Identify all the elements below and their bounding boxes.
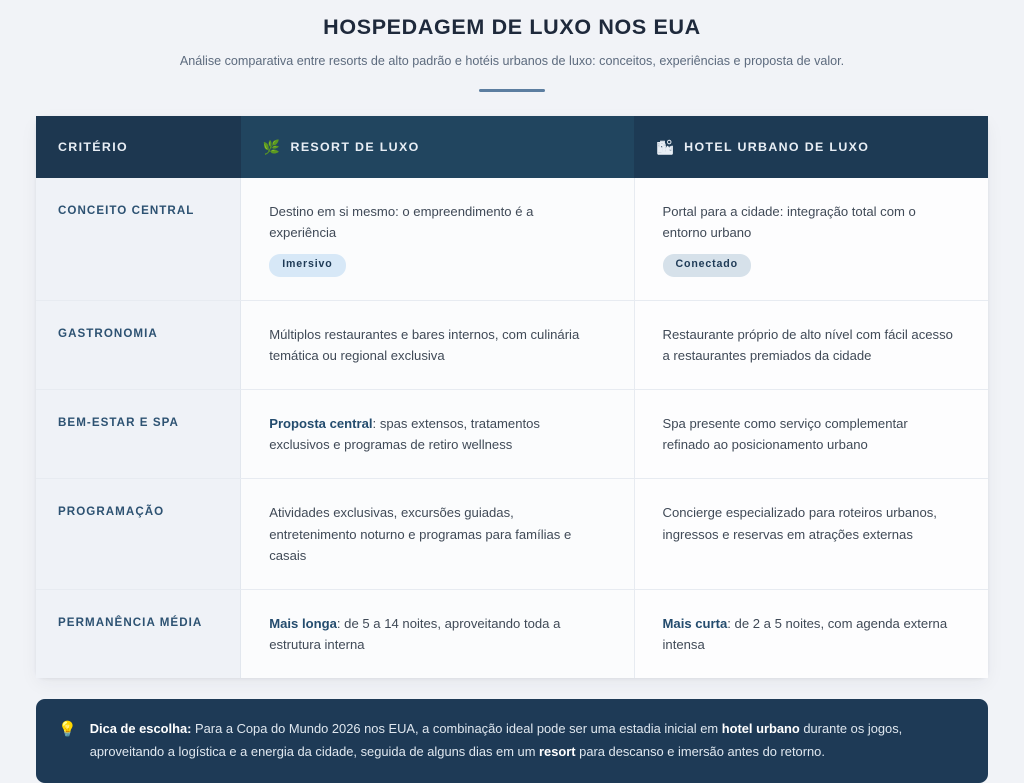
cell-hotel-body: Portal para a cidade: integração total com o entorno urbano bbox=[662, 203, 916, 240]
column-header-criterio bbox=[36, 116, 241, 178]
cell-hotel-body: Concierge especializado para roteiros urbanos, ingressos e reservas em atrações externas bbox=[662, 505, 937, 542]
cell-hotel-text bbox=[663, 201, 958, 243]
cell-resort-body: Múltiplos restaurantes e bares internos, com culinária temática ou regional exclusiva bbox=[269, 326, 580, 363]
cell-hotel-text bbox=[663, 613, 958, 655]
column-header-criterio-label: CRITÉRIO bbox=[58, 139, 129, 154]
column-header-hotel-label: HOTEL URBANO DE LUXO bbox=[684, 139, 870, 154]
tip-bold-resort: resort bbox=[539, 743, 576, 759]
cell-hotel-emphasis: Mais curta bbox=[662, 616, 728, 632]
cell-resort-text bbox=[269, 201, 603, 243]
table-body bbox=[36, 178, 988, 679]
column-header-resort-label: RESORT DE LUXO bbox=[290, 139, 420, 154]
badge-resort: Imersivo bbox=[269, 254, 345, 277]
cell-hotel-body: Spa presente como serviço complementar refinado ao posicionamento urbano bbox=[662, 416, 908, 453]
row-criterion-label: CONCEITO CENTRAL bbox=[36, 178, 241, 301]
cell-resort-emphasis: Proposta central bbox=[269, 416, 373, 432]
cell-resort bbox=[241, 390, 634, 479]
page-header bbox=[0, 0, 1024, 92]
cell-hotel-body: : de 2 a 5 noites, com agenda externa intensa bbox=[662, 616, 948, 653]
cell-hotel bbox=[634, 479, 988, 590]
cell-resort bbox=[241, 300, 634, 389]
table-row bbox=[36, 390, 988, 479]
comparison-table bbox=[36, 116, 988, 679]
column-header-resort bbox=[241, 116, 634, 178]
tip-part3: para descanso e imersão antes do retorno. bbox=[575, 743, 825, 759]
cell-resort-text bbox=[269, 324, 603, 366]
cell-resort-text bbox=[269, 413, 603, 455]
cell-resort-emphasis: Mais longa bbox=[269, 616, 337, 632]
cell-hotel-text bbox=[663, 324, 958, 366]
cell-hotel bbox=[634, 390, 988, 479]
cell-hotel bbox=[634, 590, 988, 679]
table-row bbox=[36, 300, 988, 389]
cell-resort-body: : de 5 a 14 noites, aproveitando toda a estrutura interna bbox=[269, 616, 561, 653]
tip-part2: durante os jogos, aproveitando a logística e a energia da cidade, seguida de alguns dias em um bbox=[89, 721, 903, 759]
table-row bbox=[36, 590, 988, 679]
cell-resort bbox=[241, 590, 634, 679]
cell-resort-body: : spas extensos, tratamentos exclusivos e programas de retiro wellness bbox=[269, 416, 540, 453]
page-subtitle: Análise comparativa entre resorts de alto padrão e hotéis urbanos de luxo: conceitos, experiências e proposta de valor. bbox=[179, 53, 845, 68]
page-title: HOSPEDAGEM DE LUXO NOS EUA bbox=[323, 15, 701, 39]
cell-hotel-body: Restaurante próprio de alto nível com fácil acesso a restaurantes premiados da cidade bbox=[662, 326, 953, 363]
cell-hotel bbox=[634, 300, 988, 389]
cityscape-icon: 🏙 bbox=[656, 138, 676, 155]
cell-resort-body: Atividades exclusivas, excursões guiadas, entretenimento noturno e programas para famílias e casais bbox=[269, 505, 572, 563]
cell-resort-text bbox=[269, 502, 603, 566]
palm-tree-icon: 🌿 bbox=[262, 138, 282, 155]
tip-bold-hotel: hotel urbano bbox=[721, 721, 800, 737]
badge-hotel: Conectado bbox=[663, 254, 751, 277]
cell-hotel-text bbox=[663, 502, 958, 544]
table-header-row bbox=[36, 116, 988, 178]
tip-banner bbox=[36, 699, 988, 782]
cell-resort-body: Destino em si mesmo: o empreendimento é a experiência bbox=[269, 203, 534, 240]
cell-hotel-text bbox=[663, 413, 958, 455]
cell-resort bbox=[241, 178, 634, 301]
column-header-hotel bbox=[634, 116, 988, 178]
tip-text bbox=[90, 718, 962, 762]
table-row bbox=[36, 178, 988, 301]
row-criterion-label: BEM-ESTAR E SPA bbox=[36, 390, 241, 479]
tip-part1: Para a Copa do Mundo 2026 nos EUA, a combinação ideal pode ser uma estadia inicial em bbox=[191, 721, 722, 737]
cell-resort-text bbox=[269, 613, 603, 655]
row-criterion-label: PROGRAMAÇÃO bbox=[36, 479, 241, 590]
cell-resort bbox=[241, 479, 634, 590]
tip-label: Dica de escolha: bbox=[89, 721, 192, 737]
title-divider bbox=[479, 89, 545, 92]
table-header bbox=[36, 116, 988, 178]
row-criterion-label: PERMANÊNCIA MÉDIA bbox=[36, 590, 241, 679]
row-criterion-label: GASTRONOMIA bbox=[36, 300, 241, 389]
cell-hotel bbox=[634, 178, 988, 301]
lightbulb-icon: 💡 bbox=[58, 721, 77, 739]
table-row bbox=[36, 479, 988, 590]
comparison-table-card bbox=[36, 116, 988, 679]
